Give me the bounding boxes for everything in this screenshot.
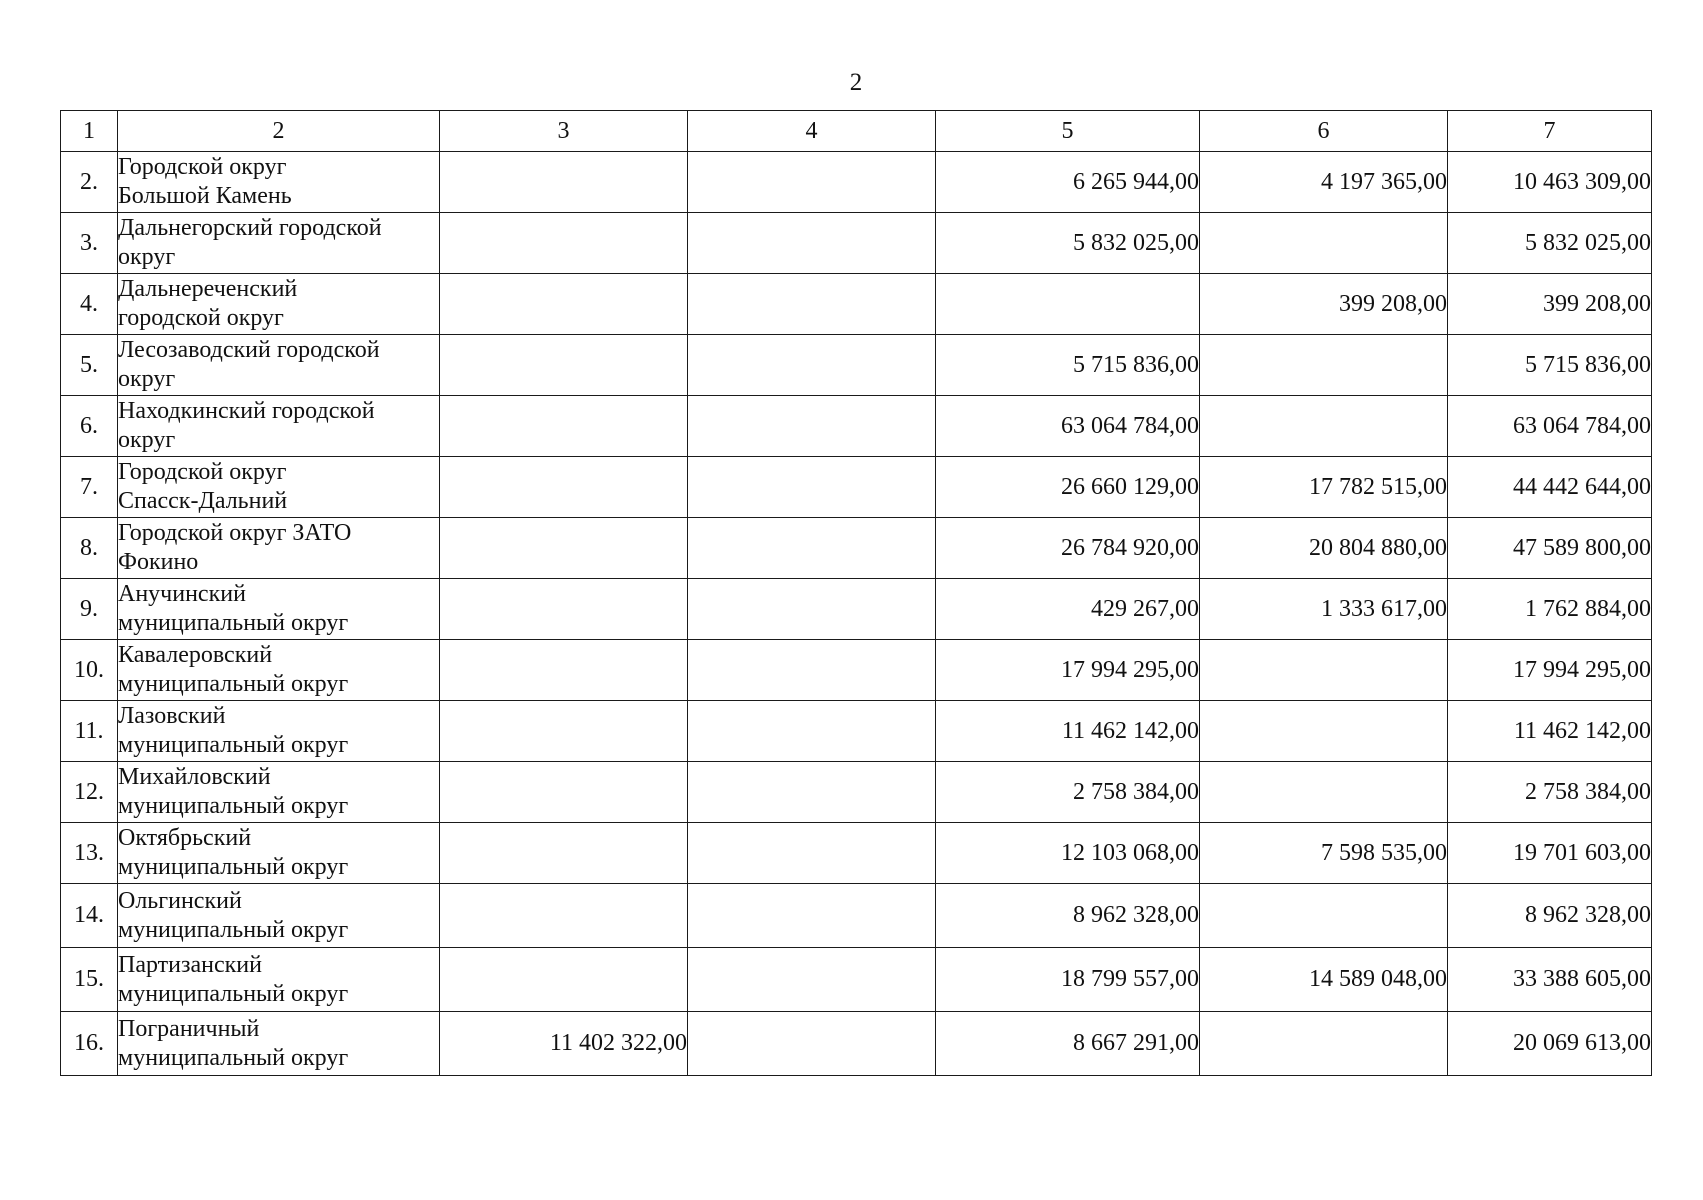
amount-cell-col3 — [440, 762, 688, 823]
municipality-name-line: городской округ — [118, 305, 284, 331]
municipality-name-line: муниципальный округ — [118, 610, 349, 636]
municipality-name-line: муниципальный округ — [118, 793, 349, 819]
row-number-cell: 2. — [61, 152, 118, 213]
amount-cell-col6: 4 197 365,00 — [1200, 152, 1448, 213]
municipality-name-line: Городской округ ЗАТО — [118, 520, 352, 546]
municipality-name-cell — [118, 701, 440, 762]
municipality-name-line: Анучинский — [118, 581, 246, 607]
row-number-cell: 15. — [61, 948, 118, 1012]
amount-cell-col3 — [440, 335, 688, 396]
municipality-name-line: Городской округ — [118, 154, 287, 180]
column-header-1: 1 — [61, 111, 118, 152]
table-row — [61, 701, 1652, 762]
row-number-cell: 11. — [61, 701, 118, 762]
amount-cell-col5: 5 715 836,00 — [936, 335, 1200, 396]
amount-cell-col5: 12 103 068,00 — [936, 823, 1200, 884]
amount-cell-col4 — [688, 640, 936, 701]
table-row — [61, 518, 1652, 579]
row-number-cell: 7. — [61, 457, 118, 518]
table-body — [61, 111, 1652, 1076]
amount-cell-col5: 8 667 291,00 — [936, 1012, 1200, 1076]
amount-cell-col5: 2 758 384,00 — [936, 762, 1200, 823]
amount-cell-col3 — [440, 457, 688, 518]
column-header-7: 7 — [1448, 111, 1652, 152]
municipality-name-line: муниципальный округ — [118, 671, 349, 697]
amount-cell-col6 — [1200, 335, 1448, 396]
amount-cell-col4 — [688, 948, 936, 1012]
amount-cell-col6 — [1200, 396, 1448, 457]
column-number-row — [61, 111, 1652, 152]
amount-cell-col3 — [440, 396, 688, 457]
row-number-cell: 12. — [61, 762, 118, 823]
municipality-name-line: Спасск-Дальний — [118, 488, 288, 514]
amount-cell-col4 — [688, 213, 936, 274]
total-amount-cell: 5 715 836,00 — [1448, 335, 1652, 396]
amount-cell-col4 — [688, 823, 936, 884]
municipality-name-line: Ольгинский — [118, 887, 242, 914]
table-row — [61, 762, 1652, 823]
municipality-name-line: Дальнереченский — [118, 276, 298, 302]
row-number-cell: 5. — [61, 335, 118, 396]
amount-cell-col4 — [688, 274, 936, 335]
row-number-cell: 4. — [61, 274, 118, 335]
amount-cell-col6 — [1200, 762, 1448, 823]
amount-cell-col4 — [688, 396, 936, 457]
amount-cell-col6 — [1200, 213, 1448, 274]
total-amount-cell: 33 388 605,00 — [1448, 948, 1652, 1012]
row-number-cell: 9. — [61, 579, 118, 640]
amount-cell-col5: 26 784 920,00 — [936, 518, 1200, 579]
table-row — [61, 457, 1652, 518]
municipality-name-cell — [118, 396, 440, 457]
amount-cell-col6 — [1200, 640, 1448, 701]
municipality-name-cell — [118, 518, 440, 579]
total-amount-cell: 47 589 800,00 — [1448, 518, 1652, 579]
municipality-name-cell — [118, 1012, 440, 1076]
row-number-cell: 6. — [61, 396, 118, 457]
column-header-6: 6 — [1200, 111, 1448, 152]
total-amount-cell: 1 762 884,00 — [1448, 579, 1652, 640]
table-row — [61, 396, 1652, 457]
table-row — [61, 335, 1652, 396]
municipality-name-line: муниципальный округ — [118, 732, 349, 758]
municipality-name-cell — [118, 640, 440, 701]
amount-cell-col4 — [688, 1012, 936, 1076]
amount-cell-col5: 17 994 295,00 — [936, 640, 1200, 701]
municipality-name-line: Лесозаводский городской — [118, 337, 380, 363]
amount-cell-col6: 399 208,00 — [1200, 274, 1448, 335]
amount-cell-col4 — [688, 579, 936, 640]
table-row — [61, 152, 1652, 213]
amount-cell-col4 — [688, 457, 936, 518]
amount-cell-col4 — [688, 518, 936, 579]
municipality-name-line: Пограничный — [118, 1015, 260, 1042]
amount-cell-col5 — [936, 274, 1200, 335]
municipality-name-line: округ — [118, 427, 176, 453]
municipality-name-line: Лазовский — [118, 703, 226, 729]
total-amount-cell: 44 442 644,00 — [1448, 457, 1652, 518]
amount-cell-col3 — [440, 884, 688, 948]
municipality-name-cell — [118, 579, 440, 640]
amount-cell-col5: 6 265 944,00 — [936, 152, 1200, 213]
amount-cell-col4 — [688, 701, 936, 762]
municipality-name-line: Фокино — [118, 549, 199, 575]
amount-cell-col3 — [440, 213, 688, 274]
municipality-name-line: Партизанский — [118, 951, 262, 978]
municipality-name-cell — [118, 213, 440, 274]
municipality-name-line: муниципальный округ — [118, 1044, 349, 1071]
table-row — [61, 213, 1652, 274]
municipality-name-cell — [118, 948, 440, 1012]
municipality-name-line: Большой Камень — [118, 183, 292, 209]
amount-cell-col4 — [688, 335, 936, 396]
total-amount-cell: 17 994 295,00 — [1448, 640, 1652, 701]
municipality-name-cell — [118, 274, 440, 335]
amount-cell-col3 — [440, 948, 688, 1012]
amount-cell-col5: 11 462 142,00 — [936, 701, 1200, 762]
column-header-2: 2 — [118, 111, 440, 152]
municipality-name-cell — [118, 335, 440, 396]
amount-cell-col3 — [440, 823, 688, 884]
amount-cell-col4 — [688, 762, 936, 823]
amount-cell-col6 — [1200, 1012, 1448, 1076]
amount-cell-col5: 18 799 557,00 — [936, 948, 1200, 1012]
total-amount-cell: 399 208,00 — [1448, 274, 1652, 335]
amount-cell-col5: 429 267,00 — [936, 579, 1200, 640]
row-number-cell: 13. — [61, 823, 118, 884]
amount-cell-col3 — [440, 274, 688, 335]
municipality-name-cell — [118, 152, 440, 213]
amount-cell-col6 — [1200, 884, 1448, 948]
total-amount-cell: 20 069 613,00 — [1448, 1012, 1652, 1076]
total-amount-cell: 5 832 025,00 — [1448, 213, 1652, 274]
column-header-5: 5 — [936, 111, 1200, 152]
row-number-cell: 8. — [61, 518, 118, 579]
amount-cell-col5: 26 660 129,00 — [936, 457, 1200, 518]
municipality-name-line: Находкинский городской — [118, 398, 375, 424]
column-header-3: 3 — [440, 111, 688, 152]
total-amount-cell: 63 064 784,00 — [1448, 396, 1652, 457]
amount-cell-col3 — [440, 701, 688, 762]
municipality-name-cell — [118, 823, 440, 884]
municipality-name-line: Кавалеровский — [118, 642, 273, 668]
amount-cell-col6: 7 598 535,00 — [1200, 823, 1448, 884]
total-amount-cell: 10 463 309,00 — [1448, 152, 1652, 213]
amount-cell-col5: 8 962 328,00 — [936, 884, 1200, 948]
column-header-4: 4 — [688, 111, 936, 152]
table-row — [61, 823, 1652, 884]
municipality-name-line: Октябрьский — [118, 825, 252, 851]
amount-cell-col5: 63 064 784,00 — [936, 396, 1200, 457]
total-amount-cell: 11 462 142,00 — [1448, 701, 1652, 762]
amount-cell-col3 — [440, 640, 688, 701]
row-number-cell: 10. — [61, 640, 118, 701]
amount-cell-col3 — [440, 518, 688, 579]
total-amount-cell: 19 701 603,00 — [1448, 823, 1652, 884]
total-amount-cell: 8 962 328,00 — [1448, 884, 1652, 948]
table-row — [61, 948, 1652, 1012]
municipality-name-line: округ — [118, 366, 176, 392]
page-number: 2 — [849, 69, 863, 96]
municipality-name-line: муниципальный округ — [118, 980, 349, 1007]
municipality-name-cell — [118, 884, 440, 948]
amount-cell-col6: 1 333 617,00 — [1200, 579, 1448, 640]
table-row — [61, 579, 1652, 640]
row-number-cell: 3. — [61, 213, 118, 274]
amount-cell-col6 — [1200, 701, 1448, 762]
amount-cell-col4 — [688, 152, 936, 213]
table-row — [61, 274, 1652, 335]
amount-cell-col4 — [688, 884, 936, 948]
amount-cell-col3 — [440, 579, 688, 640]
municipality-name-line: Дальнегорский городской — [118, 215, 382, 241]
total-amount-cell: 2 758 384,00 — [1448, 762, 1652, 823]
table-row — [61, 1012, 1652, 1076]
municipality-name-cell — [118, 762, 440, 823]
row-number-cell: 14. — [61, 884, 118, 948]
table-row — [61, 884, 1652, 948]
amount-cell-col6: 14 589 048,00 — [1200, 948, 1448, 1012]
municipality-name-cell — [118, 457, 440, 518]
municipality-name-line: Городской округ — [118, 459, 287, 485]
row-number-cell: 16. — [61, 1012, 118, 1076]
allocation-table — [60, 110, 1652, 1076]
amount-cell-col5: 5 832 025,00 — [936, 213, 1200, 274]
amount-cell-col6: 20 804 880,00 — [1200, 518, 1448, 579]
amount-cell-col3 — [440, 152, 688, 213]
municipality-name-line: Михайловский — [118, 764, 271, 790]
municipality-name-line: округ — [118, 244, 176, 270]
municipality-name-line: муниципальный округ — [118, 916, 349, 943]
table-row — [61, 640, 1652, 701]
amount-cell-col6: 17 782 515,00 — [1200, 457, 1448, 518]
amount-cell-col3: 11 402 322,00 — [440, 1012, 688, 1076]
municipality-name-line: муниципальный округ — [118, 854, 349, 880]
